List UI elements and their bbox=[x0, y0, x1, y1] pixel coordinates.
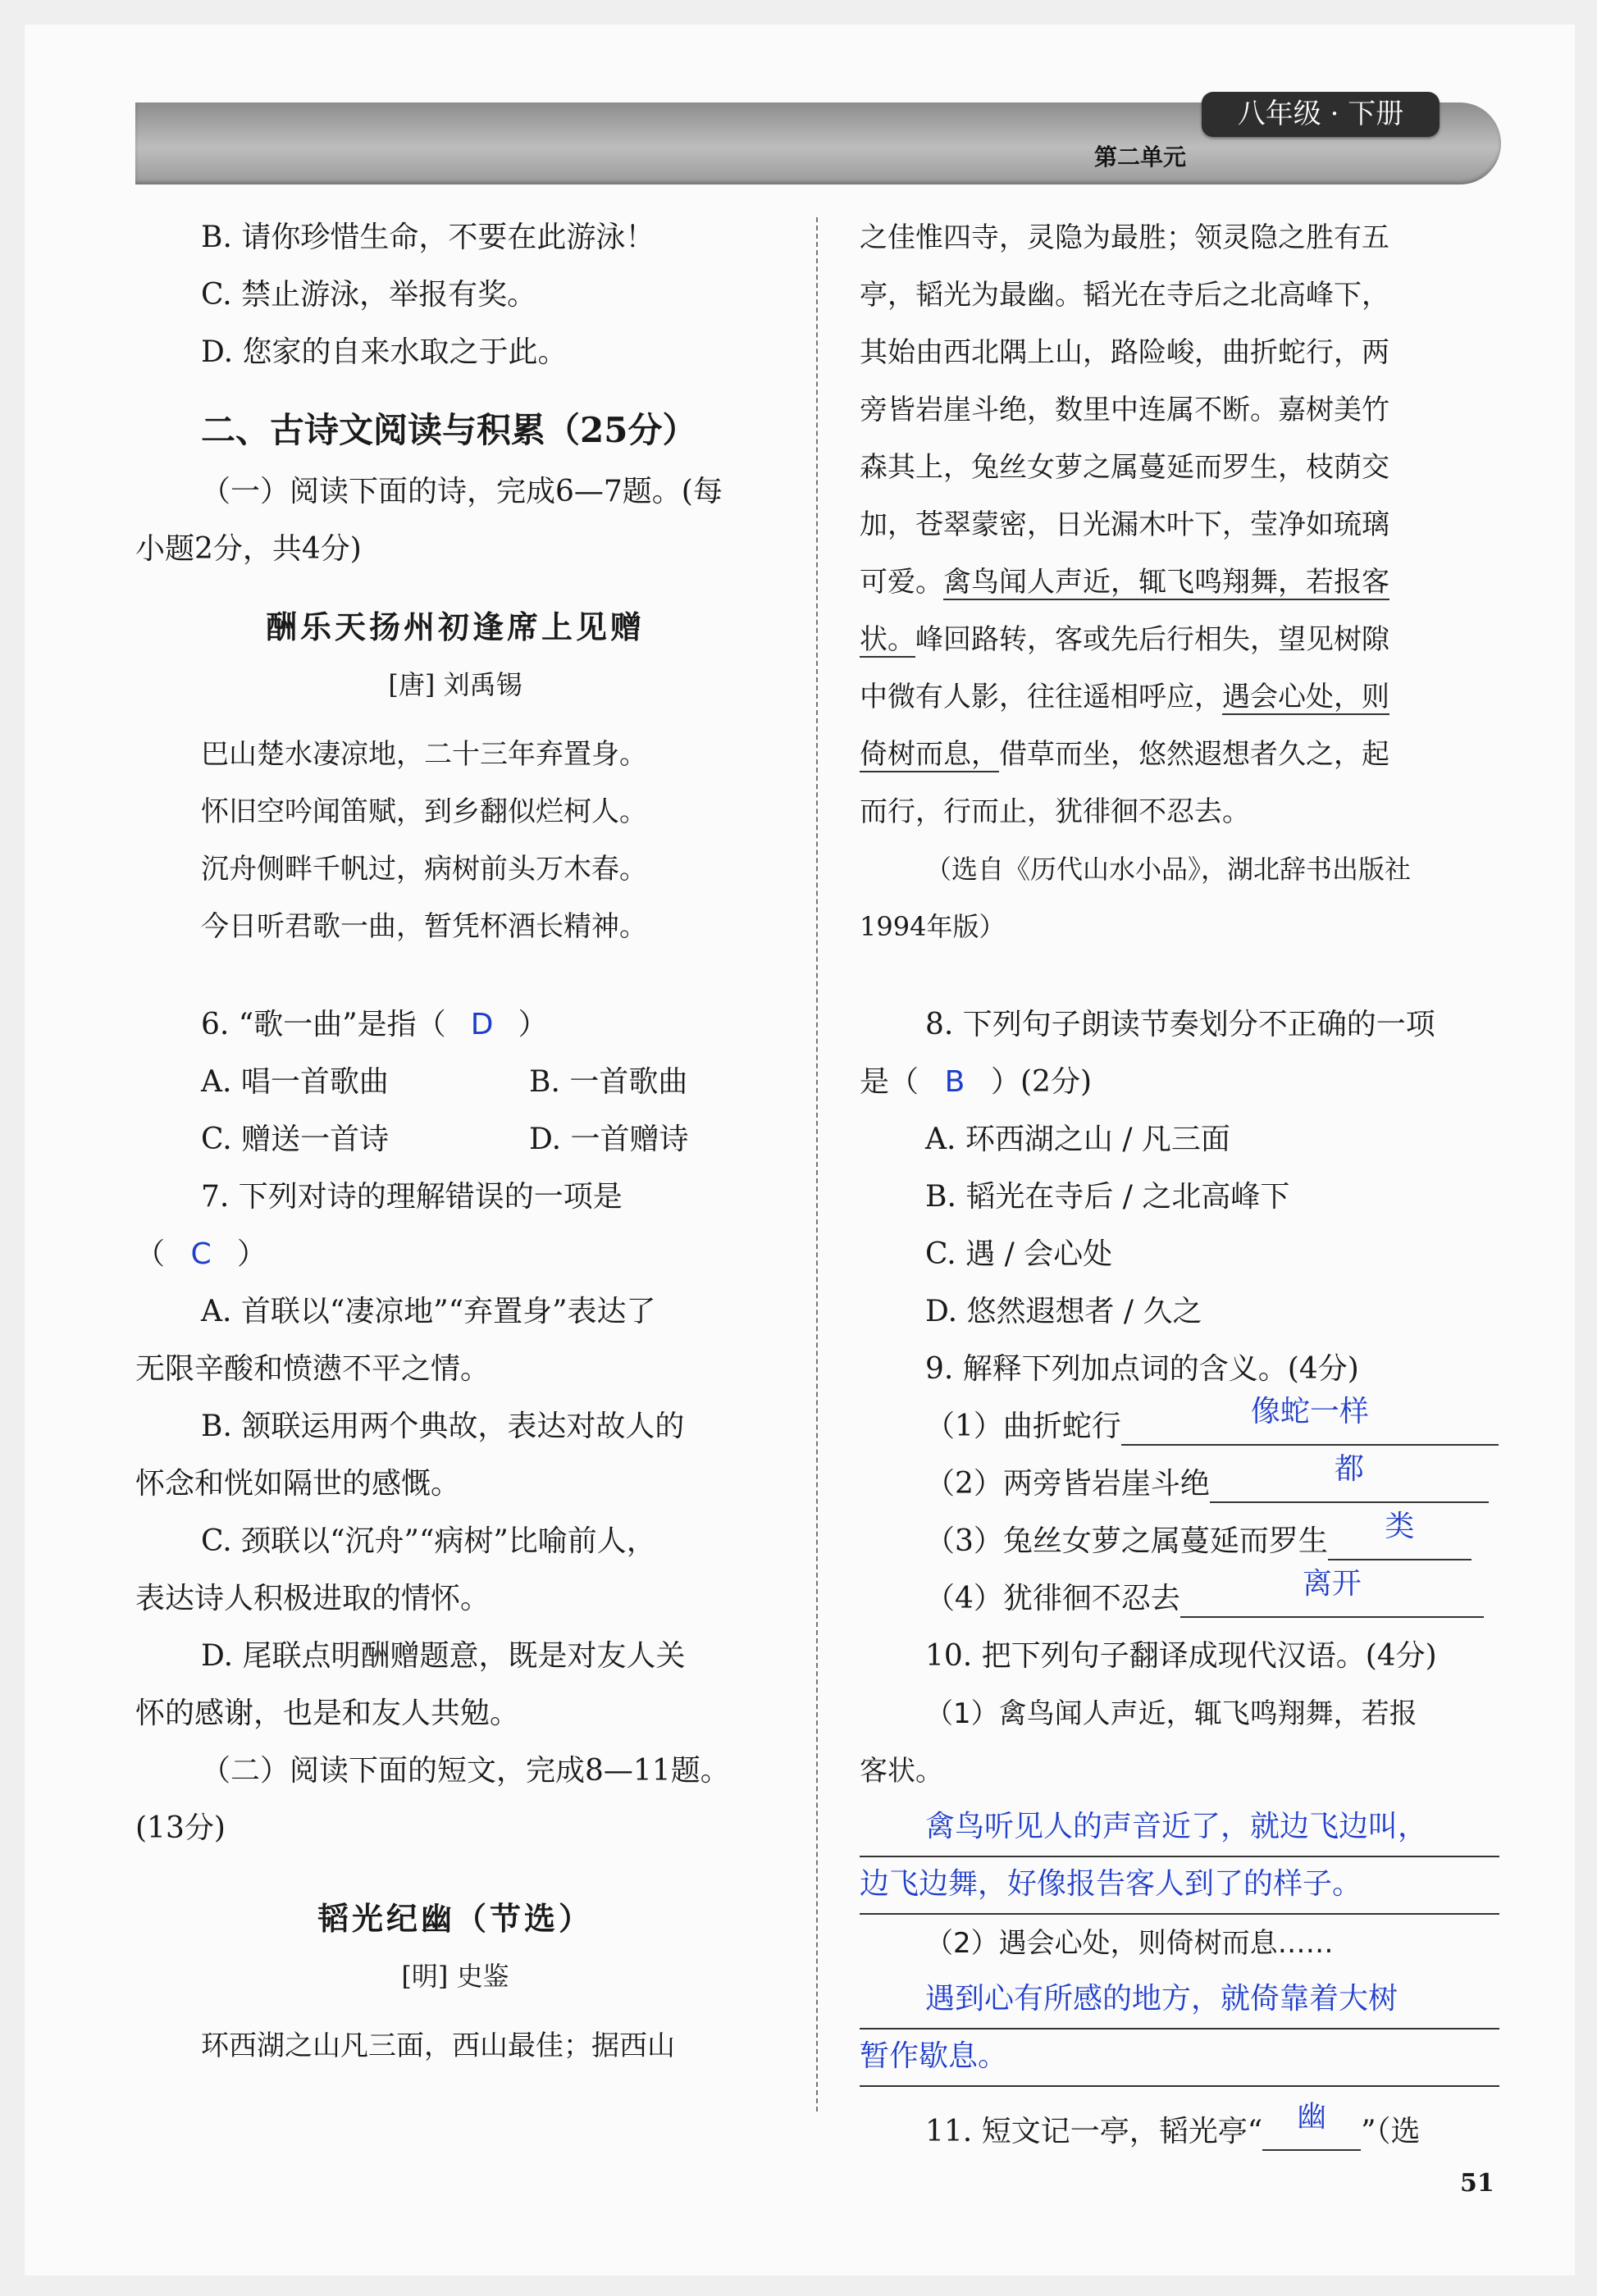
page-number: 51 bbox=[1460, 2169, 1494, 2198]
q9-item-3 bbox=[860, 1510, 1499, 1570]
prose-line bbox=[860, 554, 1499, 611]
question-8: 8. 下列句子朗读节奏划分不正确的一项 bbox=[925, 1008, 1435, 1041]
q8-option-c: C. 遇 / 会心处 bbox=[925, 1237, 1113, 1271]
grade-tab: 八年级 · 下册 bbox=[1202, 92, 1440, 137]
q9-blank-3 bbox=[1328, 1510, 1472, 1560]
q10-answer-2: 遇到心有所感的地方，就倚靠着大树 bbox=[860, 1972, 1499, 2029]
prose-line bbox=[860, 726, 1499, 783]
question-7-answer: C bbox=[190, 1237, 212, 1271]
section-title: 二、古诗文阅读与积累（25分） bbox=[201, 410, 697, 450]
underlined-sentence-2-cont: 倚树而息， bbox=[860, 738, 999, 771]
q9-item-4 bbox=[860, 1567, 1499, 1628]
question-6-answer: D bbox=[470, 1008, 494, 1041]
source-note: （选自《历代山水小品》，湖北辞书出版社 bbox=[925, 854, 1412, 885]
prose-line: 森其上，兔丝女萝之属蔓延而罗生，枝荫交 bbox=[860, 451, 1389, 484]
option-c: C. 禁止游泳，举报有奖。 bbox=[201, 278, 537, 312]
q7-option-d-cont: 怀的感谢，也是和友人共勉。 bbox=[135, 1697, 520, 1730]
q9-answer-2: 都 bbox=[1334, 1452, 1364, 1486]
prose-text: 峰回路转，客或先后行相失，望见树隙 bbox=[915, 623, 1389, 656]
q6-option-d: D. 一首赠诗 bbox=[529, 1123, 689, 1156]
q8-option-a: A. 环西湖之山 / 凡三面 bbox=[925, 1123, 1230, 1156]
question-6 bbox=[135, 996, 775, 1054]
question-7-answer-line bbox=[135, 1226, 775, 1283]
q8-option-b: B. 韬光在寺后 / 之北高峰下 bbox=[925, 1180, 1290, 1214]
q6-options-row-1 bbox=[135, 1054, 775, 1111]
question-9: 9. 解释下列加点词的含义。(4分) bbox=[925, 1352, 1359, 1386]
part2-intro-cont: (13分) bbox=[135, 1811, 226, 1845]
prose-title: 韬光纪幽（节选） bbox=[317, 1900, 593, 1937]
question-8-answer: B bbox=[944, 1065, 965, 1099]
poem-line: 沉舟侧畔千帆过，病树前头万木春。 bbox=[201, 853, 647, 886]
q10-answer-2-cont: 暂作歇息。 bbox=[860, 2029, 1499, 2087]
unit-label: 第二单元 bbox=[1093, 144, 1186, 171]
q9-item-text: （3）兔丝女萝之属蔓延而罗生 bbox=[925, 1524, 1328, 1558]
q9-item-text: （1）曲折蛇行 bbox=[925, 1410, 1121, 1443]
q10-sentence-1: （1）禽鸟闻人声近，辄飞鸣翔舞，若报 bbox=[925, 1697, 1417, 1730]
q9-blank-1 bbox=[1121, 1395, 1499, 1446]
prose-line: 环西湖之山凡三面，西山最佳；据西山 bbox=[201, 2029, 675, 2062]
part2-intro: （二）阅读下面的短文，完成8—11题。 bbox=[201, 1754, 730, 1788]
prose-line: 旁皆岩崖斗绝，数里中连属不断。嘉树美竹 bbox=[860, 394, 1389, 426]
prose-text: 中微有人影，往往遥相呼应， bbox=[860, 681, 1222, 713]
column-divider bbox=[816, 217, 818, 2112]
prose-line: 而行，行而止，犹徘徊不忍去。 bbox=[860, 795, 1250, 828]
part1-intro: （一）阅读下面的诗，完成6—7题。(每 bbox=[201, 475, 723, 508]
q9-item-1 bbox=[860, 1395, 1499, 1456]
q7-option-b-cont: 怀念和恍如隔世的感慨。 bbox=[135, 1467, 461, 1501]
prose-line: 亭，韬光为最幽。韬光在寺后之北高峰下， bbox=[860, 279, 1389, 312]
q9-answer-1: 像蛇一样 bbox=[1250, 1395, 1369, 1428]
q10-answer-1-cont: 边飞边舞，好像报告客人到了的样子。 bbox=[860, 1857, 1499, 1915]
poem-author: [唐] 刘禹锡 bbox=[388, 669, 522, 700]
left-column bbox=[135, 209, 775, 2075]
question-7-close: ） bbox=[237, 1237, 267, 1271]
q9-item-text: （2）两旁皆岩崖斗绝 bbox=[925, 1467, 1210, 1501]
q6-options-row-2 bbox=[135, 1111, 775, 1168]
q9-answer-3: 类 bbox=[1385, 1510, 1415, 1543]
q8-option-d: D. 悠然遐想者 / 久之 bbox=[925, 1295, 1202, 1328]
right-column bbox=[860, 209, 1499, 2161]
question-11-text: 11. 短文记一亭，韬光亭“ bbox=[925, 2115, 1263, 2148]
underlined-sentence-2: 遇会心处，则 bbox=[1222, 681, 1389, 713]
question-8-close: ）(2分) bbox=[991, 1065, 1093, 1099]
question-10: 10. 把下列句子翻译成现代汉语。(4分) bbox=[925, 1639, 1437, 1673]
poem-line: 今日听君歌一曲，暂凭杯酒长精神。 bbox=[201, 910, 647, 943]
prose-line bbox=[860, 611, 1499, 668]
q10-answer-1: 禽鸟听见人的声音近了，就边飞边叫， bbox=[860, 1800, 1499, 1857]
question-6-text: 6. “歌一曲”是指（ bbox=[201, 1008, 446, 1041]
question-7-open: （ bbox=[135, 1237, 166, 1271]
prose-author: [明] 史鉴 bbox=[401, 1961, 509, 1992]
source-note-cont: 1994年版） bbox=[860, 911, 1006, 942]
question-6-close: ） bbox=[518, 1008, 548, 1041]
q7-option-a-cont: 无限辛酸和愤懑不平之情。 bbox=[135, 1352, 491, 1386]
poem-line: 巴山楚水凄凉地，二十三年弃置身。 bbox=[201, 738, 647, 771]
q9-item-text: （4）犹徘徊不忍去 bbox=[925, 1582, 1180, 1615]
part1-intro-cont: 小题2分，共4分) bbox=[135, 532, 362, 566]
q9-blank-4 bbox=[1180, 1567, 1484, 1618]
q6-option-a: A. 唱一首歌曲 bbox=[201, 1065, 389, 1099]
q7-option-b: B. 颔联运用两个典故，表达对故人的 bbox=[201, 1410, 685, 1443]
q7-option-c: C. 颈联以“沉舟”“病树”比喻前人， bbox=[201, 1524, 656, 1558]
prose-line: 加，苍翠蒙密，日光漏木叶下，莹净如琉璃 bbox=[860, 508, 1389, 541]
q7-option-d: D. 尾联点明酬赠题意，既是对友人关 bbox=[201, 1639, 686, 1673]
q7-option-a: A. 首联以“凄凉地”“弃置身”表达了 bbox=[201, 1295, 656, 1328]
q10-sentence-1-cont: 客状。 bbox=[860, 1755, 943, 1788]
q11-blank bbox=[1262, 2100, 1361, 2151]
question-7: 7. 下列对诗的理解错误的一项是 bbox=[201, 1180, 623, 1214]
q7-option-c-cont: 表达诗人积极进取的情怀。 bbox=[135, 1582, 491, 1615]
prose-line: 其始由西北隅上山，路险峻，曲折蛇行，两 bbox=[860, 336, 1389, 369]
prose-line bbox=[860, 668, 1499, 726]
option-b: B. 请你珍惜生命，不要在此游泳！ bbox=[201, 221, 655, 254]
question-8-open: 是（ bbox=[860, 1065, 919, 1099]
question-11 bbox=[860, 2100, 1499, 2161]
q10-sentence-2: （2）遇会心处，则倚树而息…… bbox=[925, 1927, 1334, 1960]
poem-title: 酬乐天扬州初逢席上见赠 bbox=[265, 608, 645, 645]
q6-option-c: C. 赠送一首诗 bbox=[201, 1123, 390, 1156]
prose-line: 之佳惟四寺，灵隐为最胜；领灵隐之胜有五 bbox=[860, 221, 1389, 254]
q9-item-2 bbox=[860, 1452, 1499, 1513]
q6-option-b: B. 一首歌曲 bbox=[529, 1065, 688, 1099]
question-11-cont: ”（选 bbox=[1361, 2115, 1421, 2148]
option-d: D. 您家的自来水取之于此。 bbox=[201, 335, 568, 369]
prose-text: 借草而坐，悠然遐想者久之，起 bbox=[999, 738, 1389, 771]
prose-text: 可爱。 bbox=[860, 566, 943, 599]
q11-answer: 幽 bbox=[1297, 2100, 1327, 2134]
underlined-sentence: 禽鸟闻人声近，辄飞鸣翔舞，若报客 bbox=[943, 566, 1389, 599]
poem-line: 怀旧空吟闻笛赋，到乡翻似烂柯人。 bbox=[201, 795, 647, 828]
q9-answer-4: 离开 bbox=[1302, 1567, 1362, 1601]
question-8-cont bbox=[860, 1054, 1499, 1111]
q9-blank-2 bbox=[1210, 1452, 1489, 1503]
underlined-sentence-cont: 状。 bbox=[860, 623, 915, 656]
